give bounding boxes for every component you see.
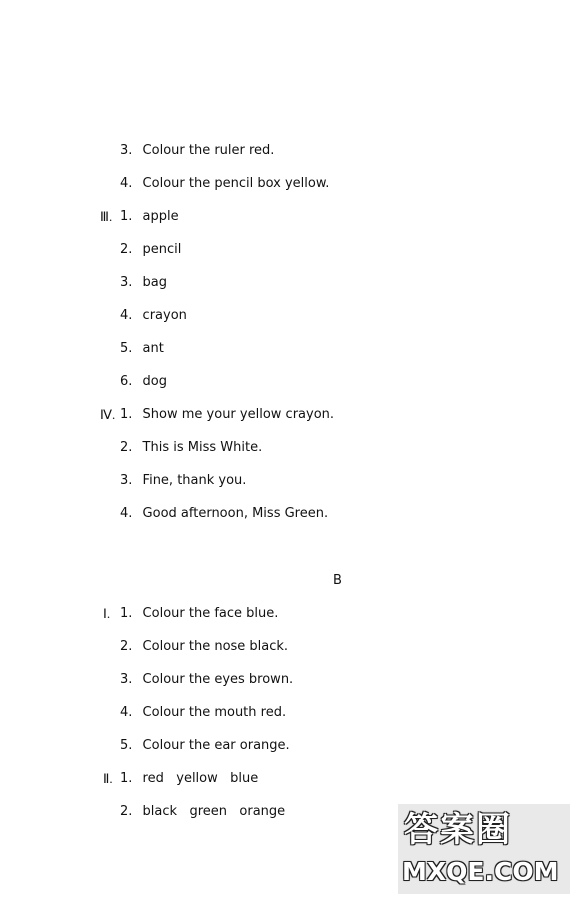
- item-text: This is Miss White.: [142, 440, 263, 455]
- section-marker: Ⅳ.: [100, 407, 116, 422]
- answer-line: [120, 407, 334, 423]
- answer-line: [120, 209, 179, 225]
- item-text: ant: [142, 341, 164, 356]
- answer-line: [120, 275, 167, 291]
- item-number: 2.: [120, 242, 133, 257]
- item-text: apple: [142, 209, 179, 224]
- item-text: pencil: [142, 242, 182, 257]
- item-text: dog: [142, 374, 168, 389]
- item-text: black green orange: [142, 804, 286, 819]
- item-number: 5.: [120, 341, 133, 356]
- watermark-logo-top: 答案圈: [404, 810, 512, 850]
- item-number: 5.: [120, 738, 133, 753]
- answer-line: [120, 341, 164, 357]
- answer-line: [120, 705, 286, 721]
- item-number: 1.: [120, 407, 133, 422]
- item-text: Colour the pencil box yellow.: [142, 176, 330, 191]
- item-text: Colour the ruler red.: [142, 143, 275, 158]
- item-text: Show me your yellow crayon.: [142, 407, 335, 422]
- item-number: 1.: [120, 209, 133, 224]
- item-number: 1.: [120, 606, 133, 621]
- answer-line: [120, 804, 285, 820]
- answer-line: [120, 308, 187, 324]
- answer-line: [120, 771, 258, 787]
- section-title: B: [333, 573, 342, 588]
- item-number: 2.: [120, 804, 133, 819]
- item-number: 1.: [120, 771, 133, 786]
- item-number: 6.: [120, 374, 133, 389]
- item-number: 2.: [120, 639, 133, 654]
- item-text: Colour the nose black.: [142, 639, 289, 654]
- item-number: 4.: [120, 705, 133, 720]
- answer-line: [120, 606, 278, 622]
- item-number: 2.: [120, 440, 133, 455]
- item-text: Colour the face blue.: [142, 606, 279, 621]
- item-text: Fine, thank you.: [142, 473, 247, 488]
- watermark-logo: [398, 804, 570, 894]
- answer-line: [120, 738, 290, 754]
- answer-line: [120, 440, 262, 456]
- item-number: 3.: [120, 143, 133, 158]
- answer-line: [120, 473, 246, 489]
- answer-line: [120, 374, 167, 390]
- item-text: bag: [142, 275, 168, 290]
- item-text: Colour the ear orange.: [142, 738, 290, 753]
- item-number: 3.: [120, 672, 133, 687]
- item-number: 3.: [120, 473, 133, 488]
- item-number: 4.: [120, 506, 133, 521]
- item-number: 3.: [120, 275, 133, 290]
- answer-line: [120, 672, 293, 688]
- item-text: Colour the mouth red.: [142, 705, 287, 720]
- section-marker: Ⅰ.: [103, 606, 111, 621]
- item-text: crayon: [142, 308, 187, 323]
- section-marker: Ⅱ.: [103, 771, 113, 786]
- item-text: red yellow blue: [142, 771, 259, 786]
- item-text: Good afternoon, Miss Green.: [142, 506, 329, 521]
- answer-line: [120, 242, 181, 258]
- section-marker: Ⅲ.: [100, 209, 113, 224]
- item-text: Colour the eyes brown.: [142, 672, 294, 687]
- item-number: 4.: [120, 176, 133, 191]
- answer-line: [120, 639, 288, 655]
- answer-line: [120, 143, 274, 159]
- answer-line: [120, 506, 328, 522]
- watermark-logo-bottom: MXQE.COM: [402, 857, 559, 886]
- item-number: 4.: [120, 308, 133, 323]
- answer-line: [120, 176, 329, 192]
